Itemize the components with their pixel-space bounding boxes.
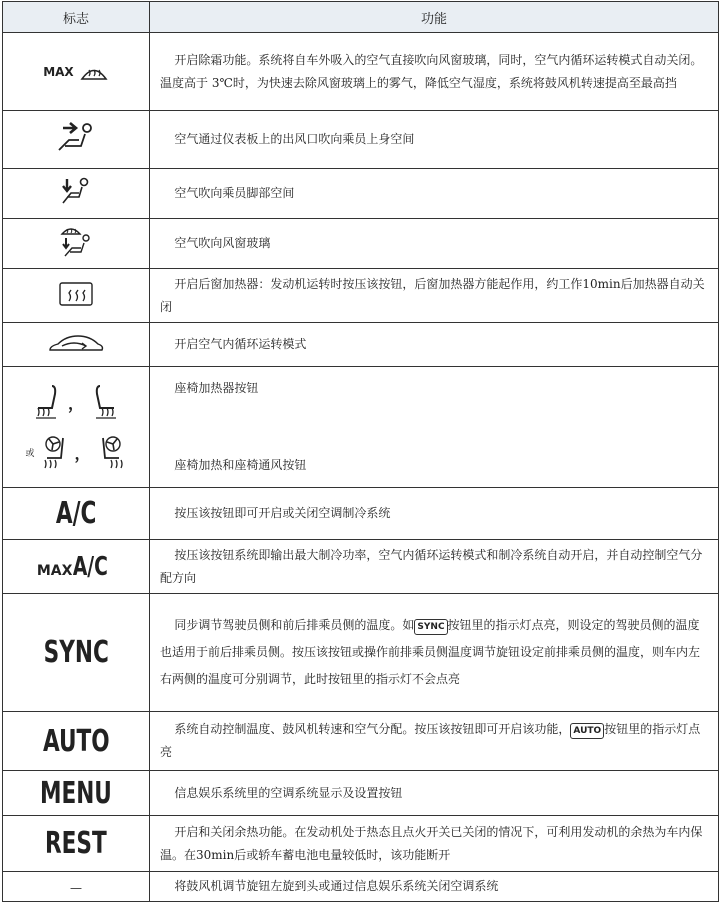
function-cell bbox=[150, 219, 719, 269]
description: 按压该按钮即可开启或关闭空调制冷系统 bbox=[174, 506, 391, 520]
description: 座椅加热器按钮 bbox=[174, 381, 259, 395]
climate-control-table bbox=[2, 1, 719, 902]
description-secondary: 座椅加热和座椅通风按钮 bbox=[174, 458, 307, 472]
table-row bbox=[3, 269, 719, 323]
max-ac-symbol: A/C bbox=[73, 551, 109, 582]
separator: ， bbox=[74, 443, 91, 463]
description: 信息娱乐系统里的空调系统显示及设置按钮 bbox=[174, 785, 403, 800]
function-cell bbox=[150, 169, 719, 219]
description-part-b: 按钮里的指示灯点亮，则设定的驾驶员侧的温度也适用于前后排乘员侧。按压该按钮或操作前排乘员侧温度调节旋钮设定前排乘员侧的温度，则车内左右两侧的温度可分别调节，此时按钮里的指示灯不会点亮 bbox=[160, 618, 701, 686]
menu-symbol: MENU bbox=[40, 775, 112, 811]
header-symbol: 标志 bbox=[3, 2, 150, 33]
table-row bbox=[3, 594, 719, 712]
description-part-b: 按钮里的指示灯点亮 bbox=[160, 722, 701, 759]
symbol-cell bbox=[3, 111, 150, 169]
rest-symbol: REST bbox=[45, 826, 107, 861]
description: 开启和关闭余热功能。在发动机处于热态且点火开关已关闭的情况下，可利用发动机的余热为车内保温。在30min后或轿车蓄电池电量较低时，该功能断开 bbox=[160, 824, 703, 862]
symbol-cell bbox=[3, 816, 150, 872]
table-row bbox=[3, 816, 719, 872]
separator: ， bbox=[67, 393, 84, 413]
seat-heater-left-icon bbox=[32, 382, 66, 422]
function-cell bbox=[150, 872, 719, 902]
table-row bbox=[3, 323, 719, 367]
function-cell bbox=[150, 323, 719, 367]
sync-symbol: SYNC bbox=[43, 635, 109, 670]
description bbox=[160, 612, 708, 693]
function-cell bbox=[150, 269, 719, 323]
max-defrost-icon bbox=[79, 62, 109, 82]
description: 空气吹向风窗玻璃 bbox=[174, 236, 271, 250]
symbol-cell bbox=[3, 33, 150, 111]
table-row bbox=[3, 488, 719, 540]
sync-inline-button: SYNC bbox=[414, 619, 447, 635]
table-row bbox=[3, 169, 719, 219]
symbol-cell bbox=[3, 540, 150, 594]
function-cell bbox=[150, 816, 719, 872]
air-feet-icon bbox=[59, 175, 93, 209]
table-row bbox=[3, 540, 719, 594]
ac-symbol: A/C bbox=[55, 496, 97, 531]
recirculation-icon bbox=[46, 330, 106, 356]
dash-symbol: — bbox=[70, 881, 82, 895]
table-row bbox=[3, 712, 719, 771]
table-row bbox=[3, 771, 719, 816]
symbol-cell bbox=[3, 219, 150, 269]
table-header-row bbox=[3, 2, 719, 33]
description-part-a: 系统自动控制温度、鼓风机转速和空气分配。按压该按钮即可开启该功能， bbox=[174, 722, 571, 736]
description-part-a: 同步调节驾驶员侧和前后排乘员侧的温度。如 bbox=[174, 618, 415, 632]
or-label: 或 bbox=[25, 448, 35, 459]
function-cell bbox=[150, 540, 719, 594]
function-cell bbox=[150, 33, 719, 111]
symbol-cell bbox=[3, 712, 150, 771]
table-row bbox=[3, 219, 719, 269]
table-row bbox=[3, 111, 719, 169]
table-row bbox=[3, 367, 719, 488]
description: 开启除霜功能。系统将自车外吸入的空气直接吹向风窗玻璃，同时，空气内循环运转模式自动关闭。温度高于 3℃时，为快速去除风窗玻璃上的雾气，降低空气湿度，系统将鼓风机转速提高至最高挡 bbox=[160, 52, 703, 90]
seat-vent-left-icon bbox=[39, 432, 73, 472]
symbol-cell bbox=[3, 323, 150, 367]
header-function: 功能 bbox=[150, 2, 719, 33]
rear-window-heater-icon bbox=[57, 279, 95, 309]
symbol-cell bbox=[3, 367, 150, 488]
max-prefix: MAX bbox=[36, 562, 73, 579]
symbol-cell bbox=[3, 269, 150, 323]
symbol-cell bbox=[3, 488, 150, 540]
function-cell bbox=[150, 367, 719, 488]
auto-symbol: AUTO bbox=[42, 723, 110, 759]
description: 开启后窗加热器：发动机运转时按压该按钮，后窗加热器方能起作用，约工作10min后加热器自动关闭 bbox=[160, 276, 705, 314]
symbol-cell bbox=[3, 169, 150, 219]
function-cell bbox=[150, 111, 719, 169]
table-row bbox=[3, 33, 719, 111]
seat-heater-right-icon bbox=[86, 382, 120, 422]
description: 空气吹向乘员脚部空间 bbox=[174, 186, 295, 200]
function-cell bbox=[150, 488, 719, 540]
symbol-cell bbox=[3, 771, 150, 816]
max-label: MAX bbox=[43, 65, 74, 80]
description bbox=[160, 718, 708, 764]
function-cell bbox=[150, 594, 719, 712]
description: 按压该按钮系统即输出最大制冷功率，空气内循环运转模式和制冷系统自动开启，并自动控制空气分配方向 bbox=[160, 547, 703, 585]
table-row bbox=[3, 872, 719, 902]
symbol-cell bbox=[3, 872, 150, 902]
air-windshield-icon bbox=[59, 224, 93, 260]
description: 空气通过仪表板上的出风口吹向乘员上身空间 bbox=[174, 132, 415, 146]
seat-vent-right-icon bbox=[93, 432, 127, 472]
air-upper-body-icon bbox=[55, 120, 97, 156]
description: 开启空气内循环运转模式 bbox=[174, 337, 307, 351]
function-cell bbox=[150, 771, 719, 816]
auto-inline-button: AUTO bbox=[570, 723, 604, 739]
function-cell bbox=[150, 712, 719, 771]
symbol-cell bbox=[3, 594, 150, 712]
description: 将鼓风机调节旋钮左旋到头或通过信息娱乐系统关闭空调系统 bbox=[174, 879, 499, 893]
